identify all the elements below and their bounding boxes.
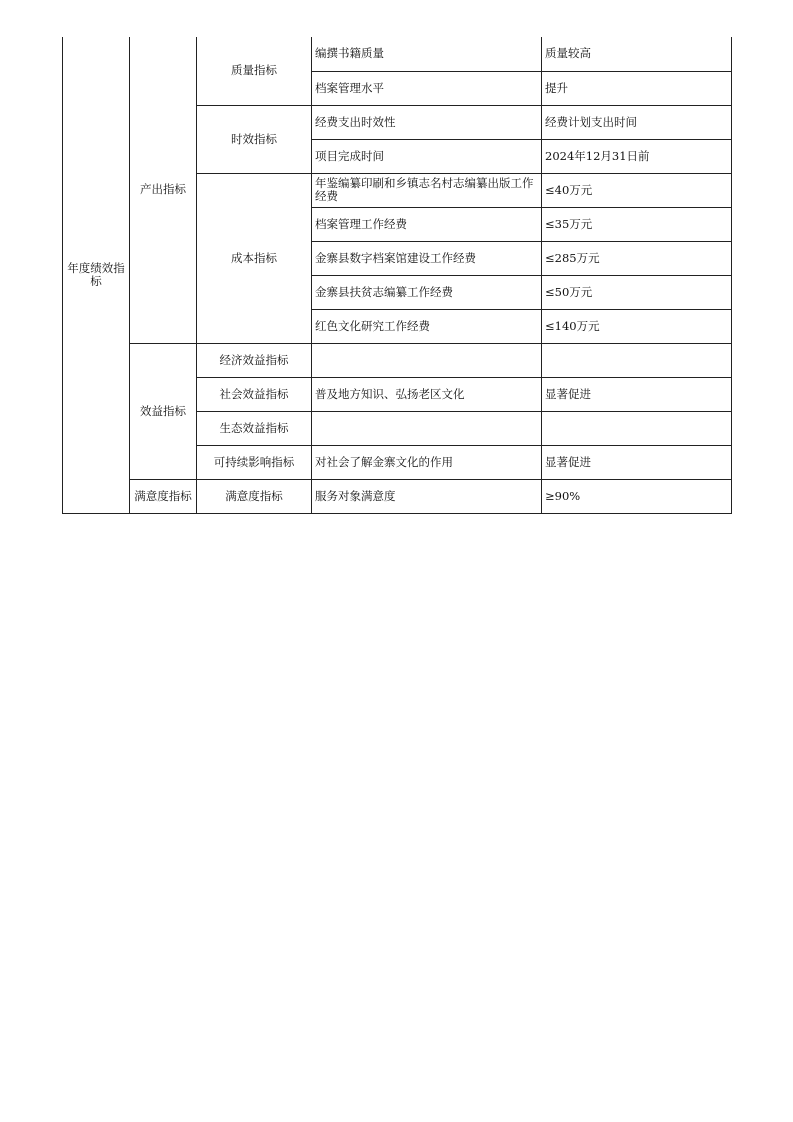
cat-cell: 生态效益指标 [197,411,312,445]
item-cell: 对社会了解金寨文化的作用 [312,445,542,479]
value-cell [542,343,732,377]
group-benefit-cell [130,343,197,479]
cat-timeliness-label: 时效指标 [231,131,277,146]
level1-cell [63,37,130,513]
cat-timeliness-cell [197,105,312,173]
value-cell: 质量较高 [542,37,732,71]
cat-cell: 满意度指标 [197,479,312,513]
item-cell [312,343,542,377]
value-cell: ≤35万元 [542,207,732,241]
value-cell: 显著促进 [542,377,732,411]
value-cell: 提升 [542,71,732,105]
value-cell [542,411,732,445]
value-cell: ≤50万元 [542,275,732,309]
cat-cost-cell [197,173,312,343]
group-benefit-label: 效益指标 [140,403,186,418]
performance-indicator-table [62,37,732,514]
value-cell: ≥90% [542,479,732,513]
item-cell: 经费支出时效性 [312,105,542,139]
item-cell: 档案管理工作经费 [312,207,542,241]
item-cell: 金寨县扶贫志编纂工作经费 [312,275,542,309]
cat-quality-label: 质量指标 [231,63,277,78]
item-cell: 服务对象满意度 [312,479,542,513]
value-cell: 2024年12月31日前 [542,139,732,173]
cat-cell: 可持续影响指标 [197,445,312,479]
item-cell: 红色文化研究工作经费 [312,309,542,343]
item-cell: 年鉴编纂印刷和乡镇志名村志编纂出版工作经费 [312,173,542,207]
group-output-cell [130,37,197,343]
value-cell: 经费计划支出时间 [542,105,732,139]
item-cell: 金寨县数字档案馆建设工作经费 [312,241,542,275]
value-cell: ≤40万元 [542,173,732,207]
item-cell: 档案管理水平 [312,71,542,105]
cat-cell: 经济效益指标 [197,343,312,377]
cat-quality-cell [197,37,312,105]
group-output-label: 产出指标 [140,182,186,197]
level1-label: 年度绩效指标 [67,260,125,288]
group-satisfaction-cell: 满意度指标 [130,479,197,513]
item-cell: 编撰书籍质量 [312,37,542,71]
cat-cell: 社会效益指标 [197,377,312,411]
value-cell: ≤285万元 [542,241,732,275]
item-cell [312,411,542,445]
value-cell: 显著促进 [542,445,732,479]
item-cell: 普及地方知识、弘扬老区文化 [312,377,542,411]
cat-cost-label: 成本指标 [231,250,277,265]
item-cell: 项目完成时间 [312,139,542,173]
value-cell: ≤140万元 [542,309,732,343]
